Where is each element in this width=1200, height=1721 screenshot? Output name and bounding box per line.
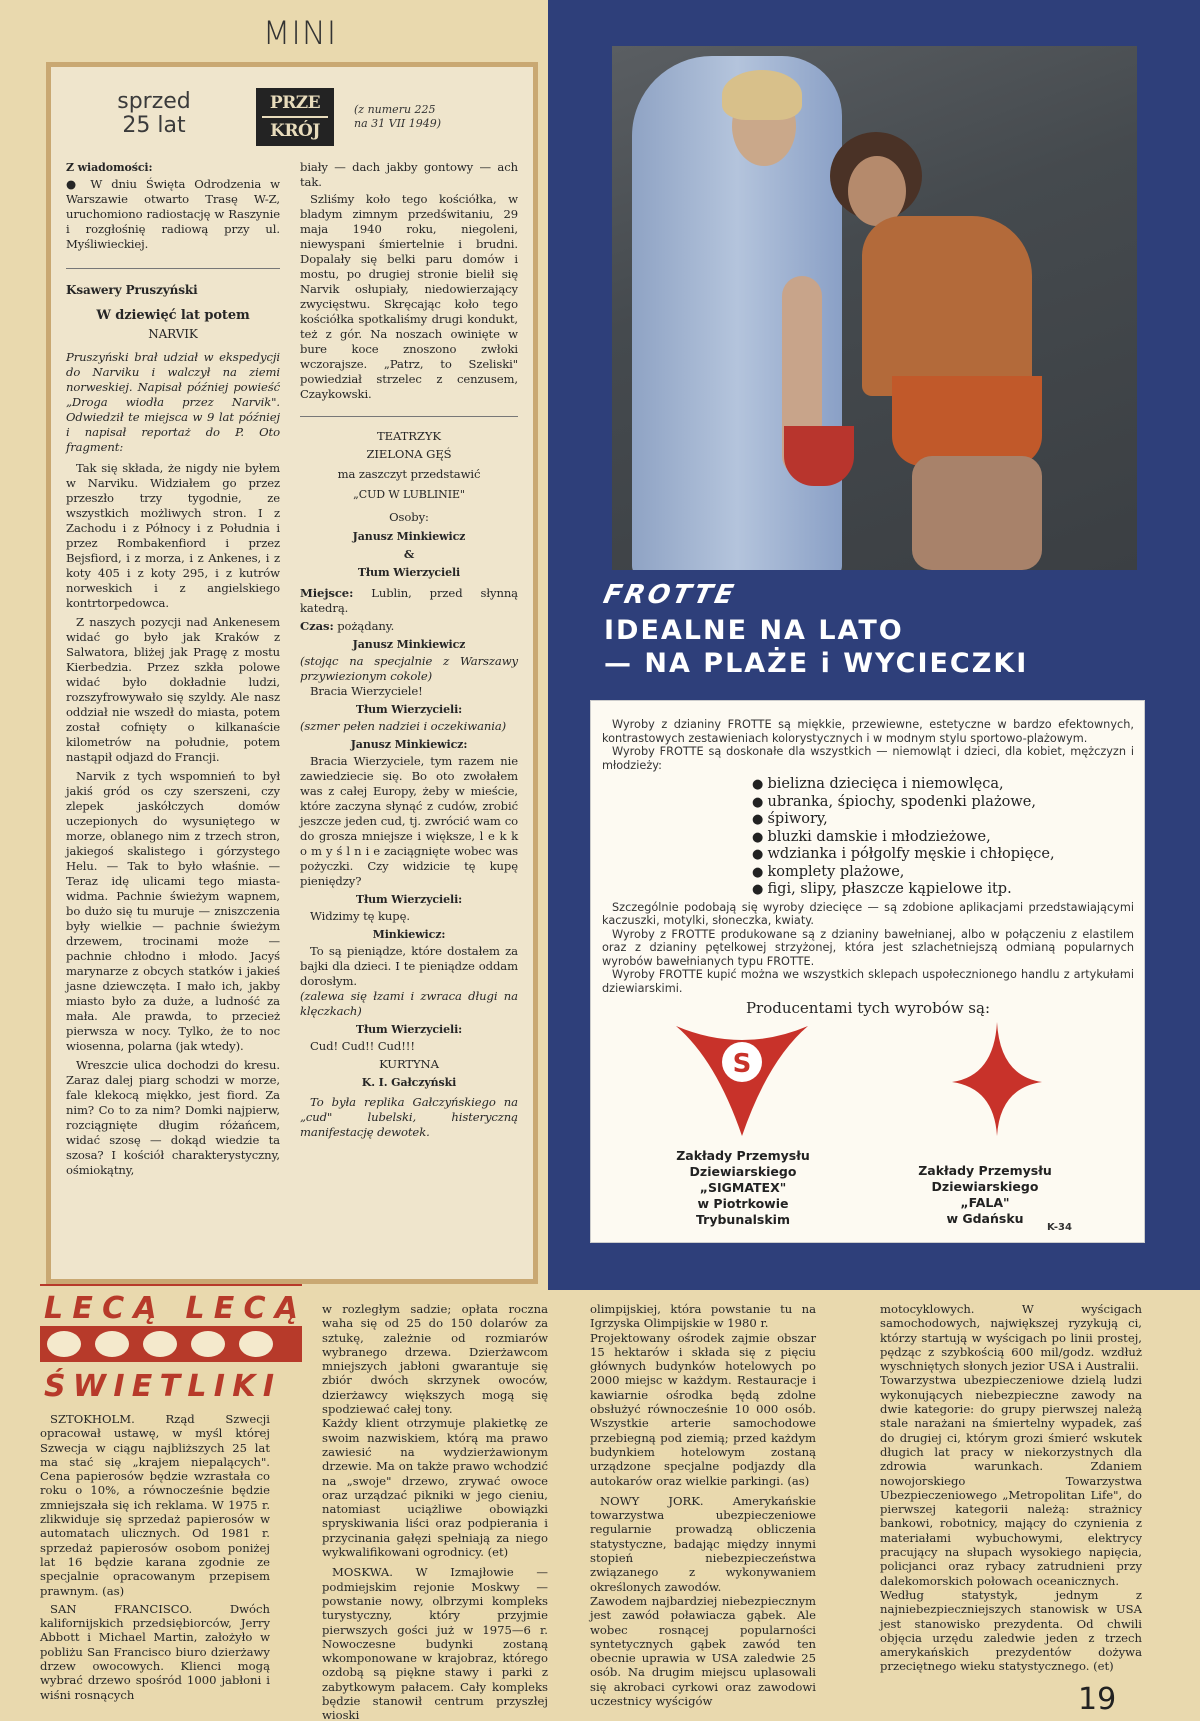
teatr-4: „CUD W LUBLINIE" [353,488,465,501]
logo-bottom: KRÓJ [270,121,320,141]
teatr-1: TEATRZYK [377,429,441,443]
news-col-3 [590,1302,816,1708]
article-title: W dziewięć lat potem [96,308,250,323]
czas-label: Czas: [300,619,334,633]
author: Ksawery Pruszyński [66,283,198,297]
line: Bracia Wierzyciele, tym razem nie zawiedziecie się. Bo oto zwołałem was z całej Europy, żeby w mieście, które zaczyna słynąć z cudów, zrobić jeszcze jeden cud, tj. zwrócić wam co do grosza mniejsze i większe, l e k k o m y ś l n i e zaciągnięte wobec was pożyczki. Czy widzicie tę kupę pieniędzy? [300,754,518,888]
speaker: Janusz Minkiewicz [352,638,466,651]
speaker: Tłum Wierzycieli: [355,893,463,906]
ampersand: & [403,547,415,561]
product-item: ● śpiwory, [752,811,1134,829]
intro: Pruszyński brał udział w ekspedycji do Narviku i walczył na ziemi norweskiej. Napisał później powieść „Droga wiodła przez Narvik". Odwiedził te miejsca w 9 lat później i napisał reportaż do P. Oto fragment: [66,350,280,454]
ad-para-2: Wyroby FROTTE są doskonałe dla wszystkich — niemowląt i dzieci, dla kobiet, mężczyzn i młodzieży: [602,745,1134,772]
para-2: Z naszych pozycji nad Ankenesem widać go było jak Kraków z Salwatora, bliżej jak Pragę z mostu Kierbedzia. Przez szkła polowe widać było dokładnie ludzi, rozszyfrowywało się szyldy. Ale nasz oddział nie wszedł do miasta, potem został cofnięty o kilkanaście kilometrów na południe, potem nastąpił odjazd do Francji. [66,615,280,764]
ad-para-3: Szczególnie podobają się wyroby dziecięce — są zdobione aplikacjami przedstawiającymi kaczuszki, motylki, słoneczka, kwiaty. [602,900,1134,927]
przekroj-logo [256,88,334,146]
news-col-4 [880,1302,1142,1674]
product-item: ● bluzki damskie i młodzieżowe, [752,829,1134,847]
para-1: Tak się składa, że nigdy nie byłem w Narviku. Widziałem go przez przeszło trzy tygodnie, ze wszystkich możliwych stron. I z Zachodu i z Północy i z Południa i przez Rombakenfiord i przez Bejsfiord, i z morza, i z Ankenes, i z koty 405 i z koty 295, i z kutrów norweskich i z angielskiego kontrtorpedowca. [66,461,280,610]
news-moskwa-cont: olimpijskiej, która powstanie tu na Igrzyska Olimpijskie w 1980 r. Projektowany ośrodek zajmie obszar 15 hektarów i składa się z pięciu głównych budynków hotelowych po 2000 miejsc w każdym. Restauracje i kawiarnie ośrodka będą zdolne obsłużyć równocześnie 10 000 osób. Wszystkie arterie samochodowe przebiegną pod ziemią; przed każdym budynkiem hotelowym zostaną urządzone specjalne podjazdy dla autokarów oraz wielkie parkingi. (as) [590,1302,816,1488]
c2-para-2: Szliśmy koło tego kościółka, w bladym zimnym przedświtaniu, 29 maja 1940 roku, niegoleni, niewyspani śmiertelnie i brudni. Dopalały się belki paru domów i mostu, po drugiej stronie bielił się Narvik osłupiały, niedowierzający zwycięstwu. Skręcając koło tego kościółka spotkaliśmy drugi kondukt, też z gór. Na noszach owinięte w bure koce znoszono zwłoki wczorajsze. „Patrz, to Szeliski" powiedział strzelec z cenzusem, Czaykowski. [300,192,518,401]
para-4: Wreszcie ulica dochodzi do kresu. Zaraz dalej piarg schodzi w morze, fale klekocą miękko, jest fiord. Za nim? Co to za nim? Domki najpierw, rozciągnięte długim różańcem, widać szosę — dokąd wiedzie ta szosa? I kościół charakterystyczny, ośmiokątny, [66,1058,280,1177]
news-col-2 [322,1302,548,1721]
ad-para-5: Wyroby FROTTE kupić można we wszystkich sklepach uspołecznionego handlu z artykułami dziewiarskimi. [602,968,1134,995]
osoba-1: Janusz Minkiewicz [352,530,466,543]
speaker: Tłum Wierzycieli: [355,1023,463,1036]
czas: pożądany. [333,619,395,633]
kig: K. I. Gałczyński [361,1076,457,1089]
swimsuit [784,426,854,486]
mini-col-2 [300,160,518,1140]
osoby: Osoby: [389,510,429,524]
news-sanfrancisco-cont: w rozległym sadzie; opłata roczna waha się od 25 do 150 dolarów za sztukę, zależnie od rozmiarów wybranego drzewa. Dzierżawcom mniejszych jabłoni gwarantuje się zbiór dwóch skrzynek owoców, dzierżawcy większych mogą się spodziewać całej tony. Każdy klient otrzymuje plakietkę ze swoim nazwiskiem, którą ma prawo zawiesić na wydzierżawionym drzewie. Ma on także prawo wchodzić na „swoje" drzewo, zrywać owoce oraz urządzać pikniki w jego cieniu, natomiast uciążliwe obowiązki spryskiwania liści oraz podpierania i przycinania gałęzi spełniają za niego wykwalifikowani ogrodnicy. (et) [322,1302,548,1560]
ad-para-4: Wyroby z FROTTE produkowane są z dzianiny bawełnianej, albo w połączeniu z elastilem oraz z dzianiny pętelkowej strzyżonej, która jest szlachetniejszą odmianą popularnych wyrobów bawełnianych typu FROTTE. [602,927,1134,968]
line: Cud! Cud!! Cud!!! [310,1039,415,1053]
page-number: 19 [1078,1682,1117,1717]
sigmatex-logo [672,1020,812,1138]
manufacturer-2: Zakłady Przemysłu Dziewiarskiego „FALA" w Gdańsku [918,1163,1052,1226]
speaker: Minkiewicz: [372,928,446,941]
product-list [752,776,1134,899]
fala-logo [950,1020,1044,1138]
product-item: ● komplety plażowe, [752,864,1134,882]
news-nowyjork: NOWY JORK. Amerykańskie towarzystwa ubezpieczeniowe regularnie prowadzą obliczenia statystyczne, badając między innymi stopień niebezpieczeństwa związanego z wykonywaniem określonych zawodów. Zawodem najbardziej niebezpiecznym jest zawód poławiacza gąbek. Ale wobec rosnącej popularności syntetycznych gąbek zawód ten obecnie uprawia w USA zaledwie 25 osób. Na drugim miejscu uplasowali się akrobaci cyrkowi oraz zawodowi uczestnicy wyścigów [590,1493,816,1709]
osoba-2: Tłum Wierzycieli [357,566,461,579]
lecca-line-3: ŚWIETLIKI [44,1369,274,1404]
news-moskwa: MOSKWA. W Izmajłowie — podmiejskim rejonie Moskwy — powstanie nowy, olbrzymi kompleks turystyczny, który przyjmie pierwszych gości już w 1975—6 r. Nowoczesne budynki zostaną wkomponowane w krajobraz, którego ozdobą są piękne stawy i parki z zabytkowym pałacem. Cały kompleks będzie stanowił centrum przyszłej wioski [322,1565,548,1721]
section-title: MINI [262,14,338,52]
brand-title: FROTTE [600,580,739,610]
sigmatex-s: S [732,1049,752,1079]
speaker: Tłum Wierzycieli: [355,703,463,716]
mini-col-1 [66,160,280,1178]
article-subtitle: NARVIK [148,327,198,341]
news-sanfrancisco: SAN FRANCISCO. Dwóch kalifornijskich przedsiębiorców, Jerry Abbott i Michael Martin, założyło w pobliżu San Francisco biuro dzierżawy drzew owocowych. Klienci mogą wybrać drzewo spośród 1000 jabłoni i wiśni rosnących [40,1601,270,1702]
news-stockholm: SZTOKHOLM. Rząd Szwecji opracował ustawę, w myśl której Szwecja w ciągu najbliższych 25 lat ma stać się „krajem niepalących". Cena papierosów będzie wzrastała co roku o 10%, a równocześnie będzie zmniejszała się ich reklama. W 1975 r. zlikwiduje się sprzedaż papierosów w automatach ulicznych. Od 1981 r. sprzedaż papierosów osobom poniżej lat 16 będzie karana zgodnie ze specjalnie opracowanym przepisem prawnym. (as) [40,1412,270,1598]
lecca-title [40,1292,302,1404]
ad-photo [612,46,1137,570]
wiad-head: Z wiadomości: [66,161,153,174]
tagline-1: IDEALNE NA LATO [604,615,904,646]
news-col-1 [40,1412,270,1702]
miejsce: Lublin, przed słynną katedrą. [300,586,518,615]
lecca-line-1: LECĄ LECĄ [44,1292,298,1326]
product-item: ● wdzianka i półgolfy męskie i chłopięce, [752,846,1134,864]
ad-code: K-34 [1047,1222,1072,1233]
product-item: ● figi, slipy, płaszcze kąpielowe itp. [752,881,1134,899]
teatr-3: ma zaszczyt przedstawić [337,467,481,481]
hair-left [722,70,802,120]
stage-dir: (stojąc na specjalnie z Warszawy przywiezionym cokole) [300,654,518,683]
tagline-2: — NA PLAŻE i WYCIECZKI [604,648,1029,679]
shorts [892,376,1042,466]
line: Widzimy tę kupę. [310,909,410,923]
ad-para-1: Wyroby z dzianiny FROTTE są miękkie, przewiewne, estetyczne w bardzo efektownych, kontrastowych zestawieniach kolorystycznych i w modnym stylu sportowo-plażowym. [602,718,1134,745]
line: Bracia Wierzyciele! [310,684,423,698]
miejsce-label: Miejsce: [300,586,354,600]
line: To są pieniądze, które dostałem za bajki dla dzieci. I te pieniądze oddam dorosłym. [300,944,518,988]
product-item: ● ubranka, śpiochy, spodenki plażowe, [752,794,1134,812]
speaker: Janusz Minkiewicz: [350,738,468,751]
product-item: ● bielizna dziecięca i niemowlęca, [752,776,1134,794]
outro: To była replika Gałczyńskiego na „cud" lubelski, histeryczną manifestację dewotek. [300,1095,518,1139]
producers-heading: Producentami tych wyrobów są: [745,999,991,1017]
logo-top: PRZE [269,93,321,113]
c2-para-1: biały — dach jakby gontowy — ach tak. [300,160,518,189]
tank-top [862,216,1032,396]
wiad-text: ● W dniu Święta Odrodzenia w Warszawie otwarto Trasę W-Z, uruchomiono radiostację w Raszynie i rozgłośnię radiową przy ul. Myśliwieckiej. [66,177,280,251]
manufacturer-1: Zakłady Przemysłu Dziewiarskiego „SIGMATEX" w Piotrkowie Trybunalskim [676,1148,810,1227]
stage-dir: (szmer pełen nadziei i oczekiwania) [300,719,507,733]
kurtyna: KURTYNA [379,1057,439,1071]
stage-dir: (zalewa się łzami i zwraca długi na klęczkach) [300,989,518,1018]
ad-copy [602,718,1134,1017]
issue-note: (z numeru 225 na 31 VII 1949) [354,103,442,130]
para-3: Narvik z tych wspomnień to był jakiś gród os czy szerszeni, czy zlepek jaskółczych domów uczepionych do wysuniętego w morze, oblanego nim z trzech stron, jakiegoś skalistego i górzystego Helu. — Tak to było właśnie. — Teraz idę ulicami tego miasta-widma. Pachnie świeżym wapnem, bo dużo się tu muruje — zniszczenia były wielkie — pachnie świeżym drzewem, trocinami może — pachnie chłodno i młodo. Jacyś marynarze z obcych statków i jakieś jasne dziewczęta. I mało ich, jakby miasto było za duże, a ludność za mała. Ale prawda, to przecież pierwsza w nocy. Tylko, że to noc wiosenna, polarna (jak wtedy). [66,769,280,1053]
news-nowyjork-cont: motocyklowych. W wyścigach samochodowych, największej ryzykują ci, którzy startują w wyścigach po linii prostej, pędząc z szybkością 600 mil/godz. wzdłuż wyschniętych słonych jezior USA i Australii. Towarzystwa ubezpieczeniowe dzielą ludzi wykonujących niebezpieczne zawody na dwie kategorie: do grupy pierwszej należą stale narażani na śmiertelny wypadek, zaś do drugiej ci, którym grozi śmierć wskutek długich lat pracy w niekorzystnych dla zdrowia warunkach. Zdaniem nowojorskiego Towarzystwa Ubezpieczeniowego „Metropolitan Life", do pierwszej kategorii należą: strażnicy bankowi, robotnicy, mający do czynienia z materiałami wybuchowymi, elektrycy pracujący na słupach wysokiego napięcia, policjanci oraz rybacy zatrudnieni przy dalekomorskich połowach oceanicznych. Według statystyk, jednym z najniebezpieczniejszych stanowisk w USA jest stanowisko prezydenta. Od chwili objęcia urzędu zaledwie jeden z trzech amerykańskich prezydentów dożywa przeciętnego wieku statystycznego. (et) [880,1302,1142,1674]
legs-right [912,456,1042,570]
sprzed-heading: sprzed 25 lat [117,89,191,138]
teatr-2: ZIELONA GĘŚ [366,447,452,461]
